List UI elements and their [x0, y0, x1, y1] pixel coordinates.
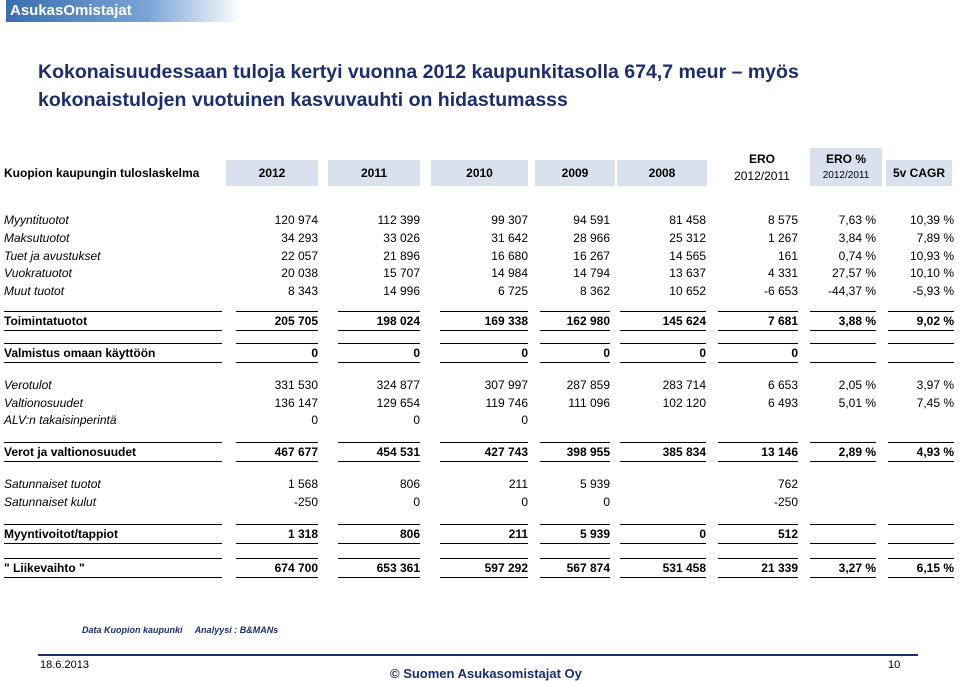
table-cell: 427 743 [484, 445, 528, 459]
table-cell: 16 680 [491, 249, 528, 263]
row-label: Satunnaiset kulut [4, 495, 97, 509]
row-label: Valtionosuudet [4, 396, 83, 410]
table-cell: 385 834 [662, 445, 706, 459]
table-cell: 597 292 [484, 561, 528, 575]
table-cell: 8 343 [287, 284, 318, 298]
row-bottom-rule [540, 543, 610, 544]
table-cell: 120 974 [274, 213, 318, 227]
table-row [0, 395, 960, 412]
row-bottom-rule [338, 461, 420, 462]
row-top-rule [810, 442, 876, 443]
table-cell: 129 654 [376, 396, 420, 410]
table-cell: 25 312 [669, 231, 706, 245]
row-top-rule [718, 558, 798, 559]
year-header-2011: 2011 [328, 160, 420, 186]
row-bottom-rule [620, 362, 706, 363]
table-cell: 6,15 % [916, 561, 954, 575]
row-label: Satunnaiset tuotot [4, 477, 101, 491]
row-top-rule [888, 442, 954, 443]
footer-date: 18.6.2013 [40, 659, 89, 671]
table-cell: 0 [413, 495, 420, 509]
row-bottom-rule [4, 577, 222, 578]
row-top-rule [440, 524, 528, 525]
table-cell: 806 [399, 527, 420, 541]
table-cell: -250 [773, 495, 798, 509]
table-cell: 0 [311, 413, 318, 427]
row-top-rule [540, 558, 610, 559]
table-cell: 28 966 [573, 231, 610, 245]
brand-logo: AsukasOmistajat [6, 0, 242, 22]
row-top-rule [810, 524, 876, 525]
row-top-rule [4, 524, 222, 525]
table-cell: 2,89 % [838, 445, 876, 459]
table-cell: 0 [603, 495, 610, 509]
row-bottom-rule [810, 577, 876, 578]
row-top-rule [540, 524, 610, 525]
row-bottom-rule [888, 577, 954, 578]
table-cell: 283 714 [662, 378, 706, 392]
row-top-rule [810, 343, 876, 344]
page-title [38, 58, 938, 114]
table-cell: 762 [777, 477, 798, 491]
table-cell: 205 705 [274, 314, 318, 328]
row-bottom-rule [718, 577, 798, 578]
year-header-2009: 2009 [535, 160, 615, 186]
row-top-rule [338, 442, 420, 443]
table-cell: 16 267 [573, 249, 610, 263]
row-top-rule [236, 343, 318, 344]
row-bottom-rule [440, 577, 528, 578]
row-top-rule [236, 558, 318, 559]
table-cell: 10 652 [669, 284, 706, 298]
row-top-rule [620, 343, 706, 344]
row-bottom-rule [620, 461, 706, 462]
row-top-rule [338, 558, 420, 559]
table-cell: 0 [699, 346, 706, 360]
table-cell: 1 568 [287, 477, 318, 491]
row-bottom-rule [236, 577, 318, 578]
row-bottom-rule [718, 362, 798, 363]
table-cell: -250 [293, 495, 318, 509]
table-cell: 4 331 [767, 266, 798, 280]
table-cell: 6 725 [497, 284, 528, 298]
row-bottom-rule [440, 543, 528, 544]
row-top-rule [540, 343, 610, 344]
row-bottom-rule [620, 543, 706, 544]
row-top-rule [718, 311, 798, 312]
table-row [0, 313, 960, 330]
row-top-rule [338, 311, 420, 312]
table-row [0, 212, 960, 229]
table-cell: 6 653 [767, 378, 798, 392]
row-bottom-rule [810, 543, 876, 544]
row-bottom-rule [888, 362, 954, 363]
table-cell: 9,02 % [916, 314, 954, 328]
table-row [0, 248, 960, 265]
row-top-rule [888, 343, 954, 344]
table-cell: 13 637 [669, 266, 706, 280]
table-row [0, 345, 960, 362]
table-cell: 33 026 [383, 231, 420, 245]
row-top-rule [810, 558, 876, 559]
row-bottom-rule [236, 362, 318, 363]
row-top-rule [540, 442, 610, 443]
table-cell: 34 293 [281, 231, 318, 245]
table-cell: 4,93 % [916, 445, 954, 459]
title-line-1: Kokonaisuudessaan tuloja kertyi vuonna 2012 kaupunkitasolla 674,7 meur – myös [38, 61, 799, 83]
row-label: Toimintatuotot [4, 314, 88, 328]
row-label: Verot ja valtionosuudet [4, 445, 137, 459]
table-cell: 31 642 [491, 231, 528, 245]
cagr-header: 5v CAGR [886, 160, 952, 186]
row-label: Verotulot [4, 378, 52, 392]
row-bottom-rule [4, 362, 222, 363]
table-cell: 0 [521, 346, 528, 360]
row-top-rule [718, 343, 798, 344]
table-cell: 287 859 [566, 378, 610, 392]
row-top-rule [338, 524, 420, 525]
row-top-rule [718, 524, 798, 525]
table-cell: 10,93 % [909, 249, 954, 263]
row-bottom-rule [540, 461, 610, 462]
row-bottom-rule [338, 362, 420, 363]
row-top-rule [4, 343, 222, 344]
table-cell: 27,57 % [831, 266, 876, 280]
row-top-rule [338, 343, 420, 344]
table-row [0, 377, 960, 394]
row-bottom-rule [718, 543, 798, 544]
table-cell: 99 307 [491, 213, 528, 227]
table-cell: 2,05 % [838, 378, 876, 392]
table-cell: 20 038 [281, 266, 318, 280]
table-cell: 15 707 [383, 266, 420, 280]
row-bottom-rule [338, 543, 420, 544]
table-cell: 94 591 [573, 213, 610, 227]
table-row [0, 230, 960, 247]
table-cell: 21 896 [383, 249, 420, 263]
row-label: Vuokratuotot [4, 266, 72, 280]
row-bottom-rule [4, 330, 222, 331]
table-cell: 0 [521, 495, 528, 509]
row-label: Myyntivoitot/tappiot [4, 527, 118, 541]
row-top-rule [888, 524, 954, 525]
row-bottom-rule [810, 461, 876, 462]
table-cell: 7,45 % [916, 396, 954, 410]
table-cell: 81 458 [669, 213, 706, 227]
table-cell: 0 [413, 346, 420, 360]
row-top-rule [718, 442, 798, 443]
row-top-rule [810, 311, 876, 312]
table-row [0, 560, 960, 577]
row-top-rule [236, 442, 318, 443]
table-cell: 8 575 [767, 213, 798, 227]
row-top-rule [4, 442, 222, 443]
table-cell: 14 984 [491, 266, 528, 280]
ero-pct-header [810, 148, 882, 186]
row-bottom-rule [4, 543, 222, 544]
table-cell: 0,74 % [838, 249, 876, 263]
row-bottom-rule [888, 461, 954, 462]
row-label: Maksutuotot [4, 231, 70, 245]
table-row [0, 494, 960, 511]
row-bottom-rule [338, 330, 420, 331]
row-bottom-rule [236, 461, 318, 462]
table-cell: 531 458 [662, 561, 706, 575]
table-cell: 5,01 % [838, 396, 876, 410]
table-cell: 0 [699, 527, 706, 541]
table-cell: 14 996 [383, 284, 420, 298]
table-cell: 674 700 [274, 561, 318, 575]
row-bottom-rule [540, 362, 610, 363]
ero-header-sub: 2012/2011 [734, 169, 790, 183]
row-bottom-rule [620, 577, 706, 578]
table-cell: 307 997 [484, 378, 528, 392]
row-bottom-rule [718, 461, 798, 462]
table-cell: 3,27 % [838, 561, 876, 575]
table-cell: 136 147 [274, 396, 318, 410]
table-cell: 567 874 [566, 561, 610, 575]
table-cell: 0 [521, 413, 528, 427]
row-top-rule [620, 558, 706, 559]
row-bottom-rule [440, 330, 528, 331]
table-cell: -6 653 [763, 284, 798, 298]
copyright: © Suomen Asukasomistajat Oy [390, 666, 582, 681]
row-top-rule [440, 343, 528, 344]
row-label: Muut tuotot [4, 284, 65, 298]
table-cell: 398 955 [566, 445, 610, 459]
table-cell: 111 096 [568, 396, 610, 410]
page-number: 10 [888, 659, 901, 671]
table-cell: 10,10 % [909, 266, 954, 280]
row-top-rule [236, 524, 318, 525]
footer-divider [38, 654, 918, 656]
table-cell: 162 980 [566, 314, 610, 328]
table-cell: 512 [777, 527, 798, 541]
ero-pct-header-sub: 2012/2011 [822, 170, 870, 181]
table-cell: 21 339 [761, 561, 798, 575]
table-cell: 145 624 [662, 314, 706, 328]
table-row [0, 444, 960, 461]
table-cell: -5,93 % [912, 284, 954, 298]
table-cell: 0 [603, 346, 610, 360]
table-cell: 7 681 [767, 314, 798, 328]
table-cell: 1 318 [287, 527, 318, 541]
ero-header-label: ERO [748, 152, 775, 166]
table-cell: 119 746 [485, 396, 528, 410]
table-cell: 3,84 % [838, 231, 876, 245]
row-bottom-rule [888, 543, 954, 544]
row-label: Tuet ja avustukset [4, 249, 101, 263]
row-top-rule [440, 442, 528, 443]
row-bottom-rule [810, 362, 876, 363]
row-top-rule [236, 311, 318, 312]
table-cell: 331 530 [274, 378, 318, 392]
table-row [0, 283, 960, 300]
table-row [0, 265, 960, 282]
source-data: Data Kuopion kaupunki [82, 625, 183, 635]
table-cell: 112 399 [377, 213, 420, 227]
row-top-rule [440, 311, 528, 312]
row-bottom-rule [4, 461, 222, 462]
row-label: " Liikevaihto " [4, 561, 85, 575]
row-top-rule [4, 558, 222, 559]
table-cell: 6 493 [767, 396, 798, 410]
title-line-2: kokonaistulojen vuotuinen kasvuvauhti on hidastumasss [38, 89, 568, 111]
source-note [82, 625, 288, 635]
table-cell: 0 [311, 346, 318, 360]
row-label: Myyntituotot [4, 213, 69, 227]
table-cell: 7,63 % [838, 213, 876, 227]
year-header-2010: 2010 [431, 160, 528, 186]
table-cell: 8 362 [579, 284, 610, 298]
table-cell: 102 120 [662, 396, 706, 410]
table-cell: 467 677 [274, 445, 318, 459]
table-cell: 0 [413, 413, 420, 427]
table-cell: 653 361 [376, 561, 420, 575]
table-cell: 0 [791, 346, 798, 360]
table-cell: 5 939 [579, 477, 610, 491]
table-cell: 1 267 [767, 231, 798, 245]
source-analysis: Analyysi : B&MANs [194, 625, 279, 635]
table-cell: 14 565 [669, 249, 706, 263]
table-row [0, 526, 960, 543]
row-bottom-rule [440, 362, 528, 363]
row-bottom-rule [620, 330, 706, 331]
row-top-rule [620, 442, 706, 443]
table-cell: 14 794 [573, 266, 610, 280]
table-cell: 22 057 [281, 249, 318, 263]
row-bottom-rule [236, 543, 318, 544]
year-header-2012: 2012 [226, 160, 318, 186]
table-cell: 324 877 [376, 378, 420, 392]
row-bottom-rule [540, 330, 610, 331]
table-cell: 161 [777, 249, 798, 263]
row-bottom-rule [718, 330, 798, 331]
row-top-rule [888, 311, 954, 312]
row-bottom-rule [236, 330, 318, 331]
table-cell: 3,88 % [838, 314, 876, 328]
row-label: ALV:n takaisinperintä [4, 413, 117, 427]
ero-header [718, 148, 806, 186]
row-top-rule [888, 558, 954, 559]
table-cell: 198 024 [376, 314, 420, 328]
table-cell: 13 146 [761, 445, 798, 459]
row-label: Valmistus omaan käyttöön [4, 346, 156, 360]
table-cell: 3,97 % [916, 378, 954, 392]
table-cell: 10,39 % [909, 213, 954, 227]
table-cell: 806 [399, 477, 420, 491]
ero-pct-header-label: ERO % [825, 152, 866, 166]
table-cell: 211 [508, 477, 528, 491]
row-bottom-rule [440, 461, 528, 462]
row-bottom-rule [338, 577, 420, 578]
table-label: Kuopion kaupungin tuloslaskelma [4, 166, 200, 180]
row-bottom-rule [888, 330, 954, 331]
year-header-2008: 2008 [617, 160, 707, 186]
table-cell: 7,89 % [916, 231, 954, 245]
table-row [0, 476, 960, 493]
row-top-rule [620, 311, 706, 312]
row-top-rule [620, 524, 706, 525]
row-top-rule [540, 311, 610, 312]
table-cell: 211 [508, 527, 528, 541]
table-cell: -44,37 % [827, 284, 876, 298]
row-bottom-rule [540, 577, 610, 578]
table-cell: 5 939 [579, 527, 610, 541]
row-top-rule [440, 558, 528, 559]
row-top-rule [4, 311, 222, 312]
table-row [0, 412, 960, 429]
table-cell: 169 338 [484, 314, 528, 328]
row-bottom-rule [810, 330, 876, 331]
table-cell: 454 531 [376, 445, 420, 459]
